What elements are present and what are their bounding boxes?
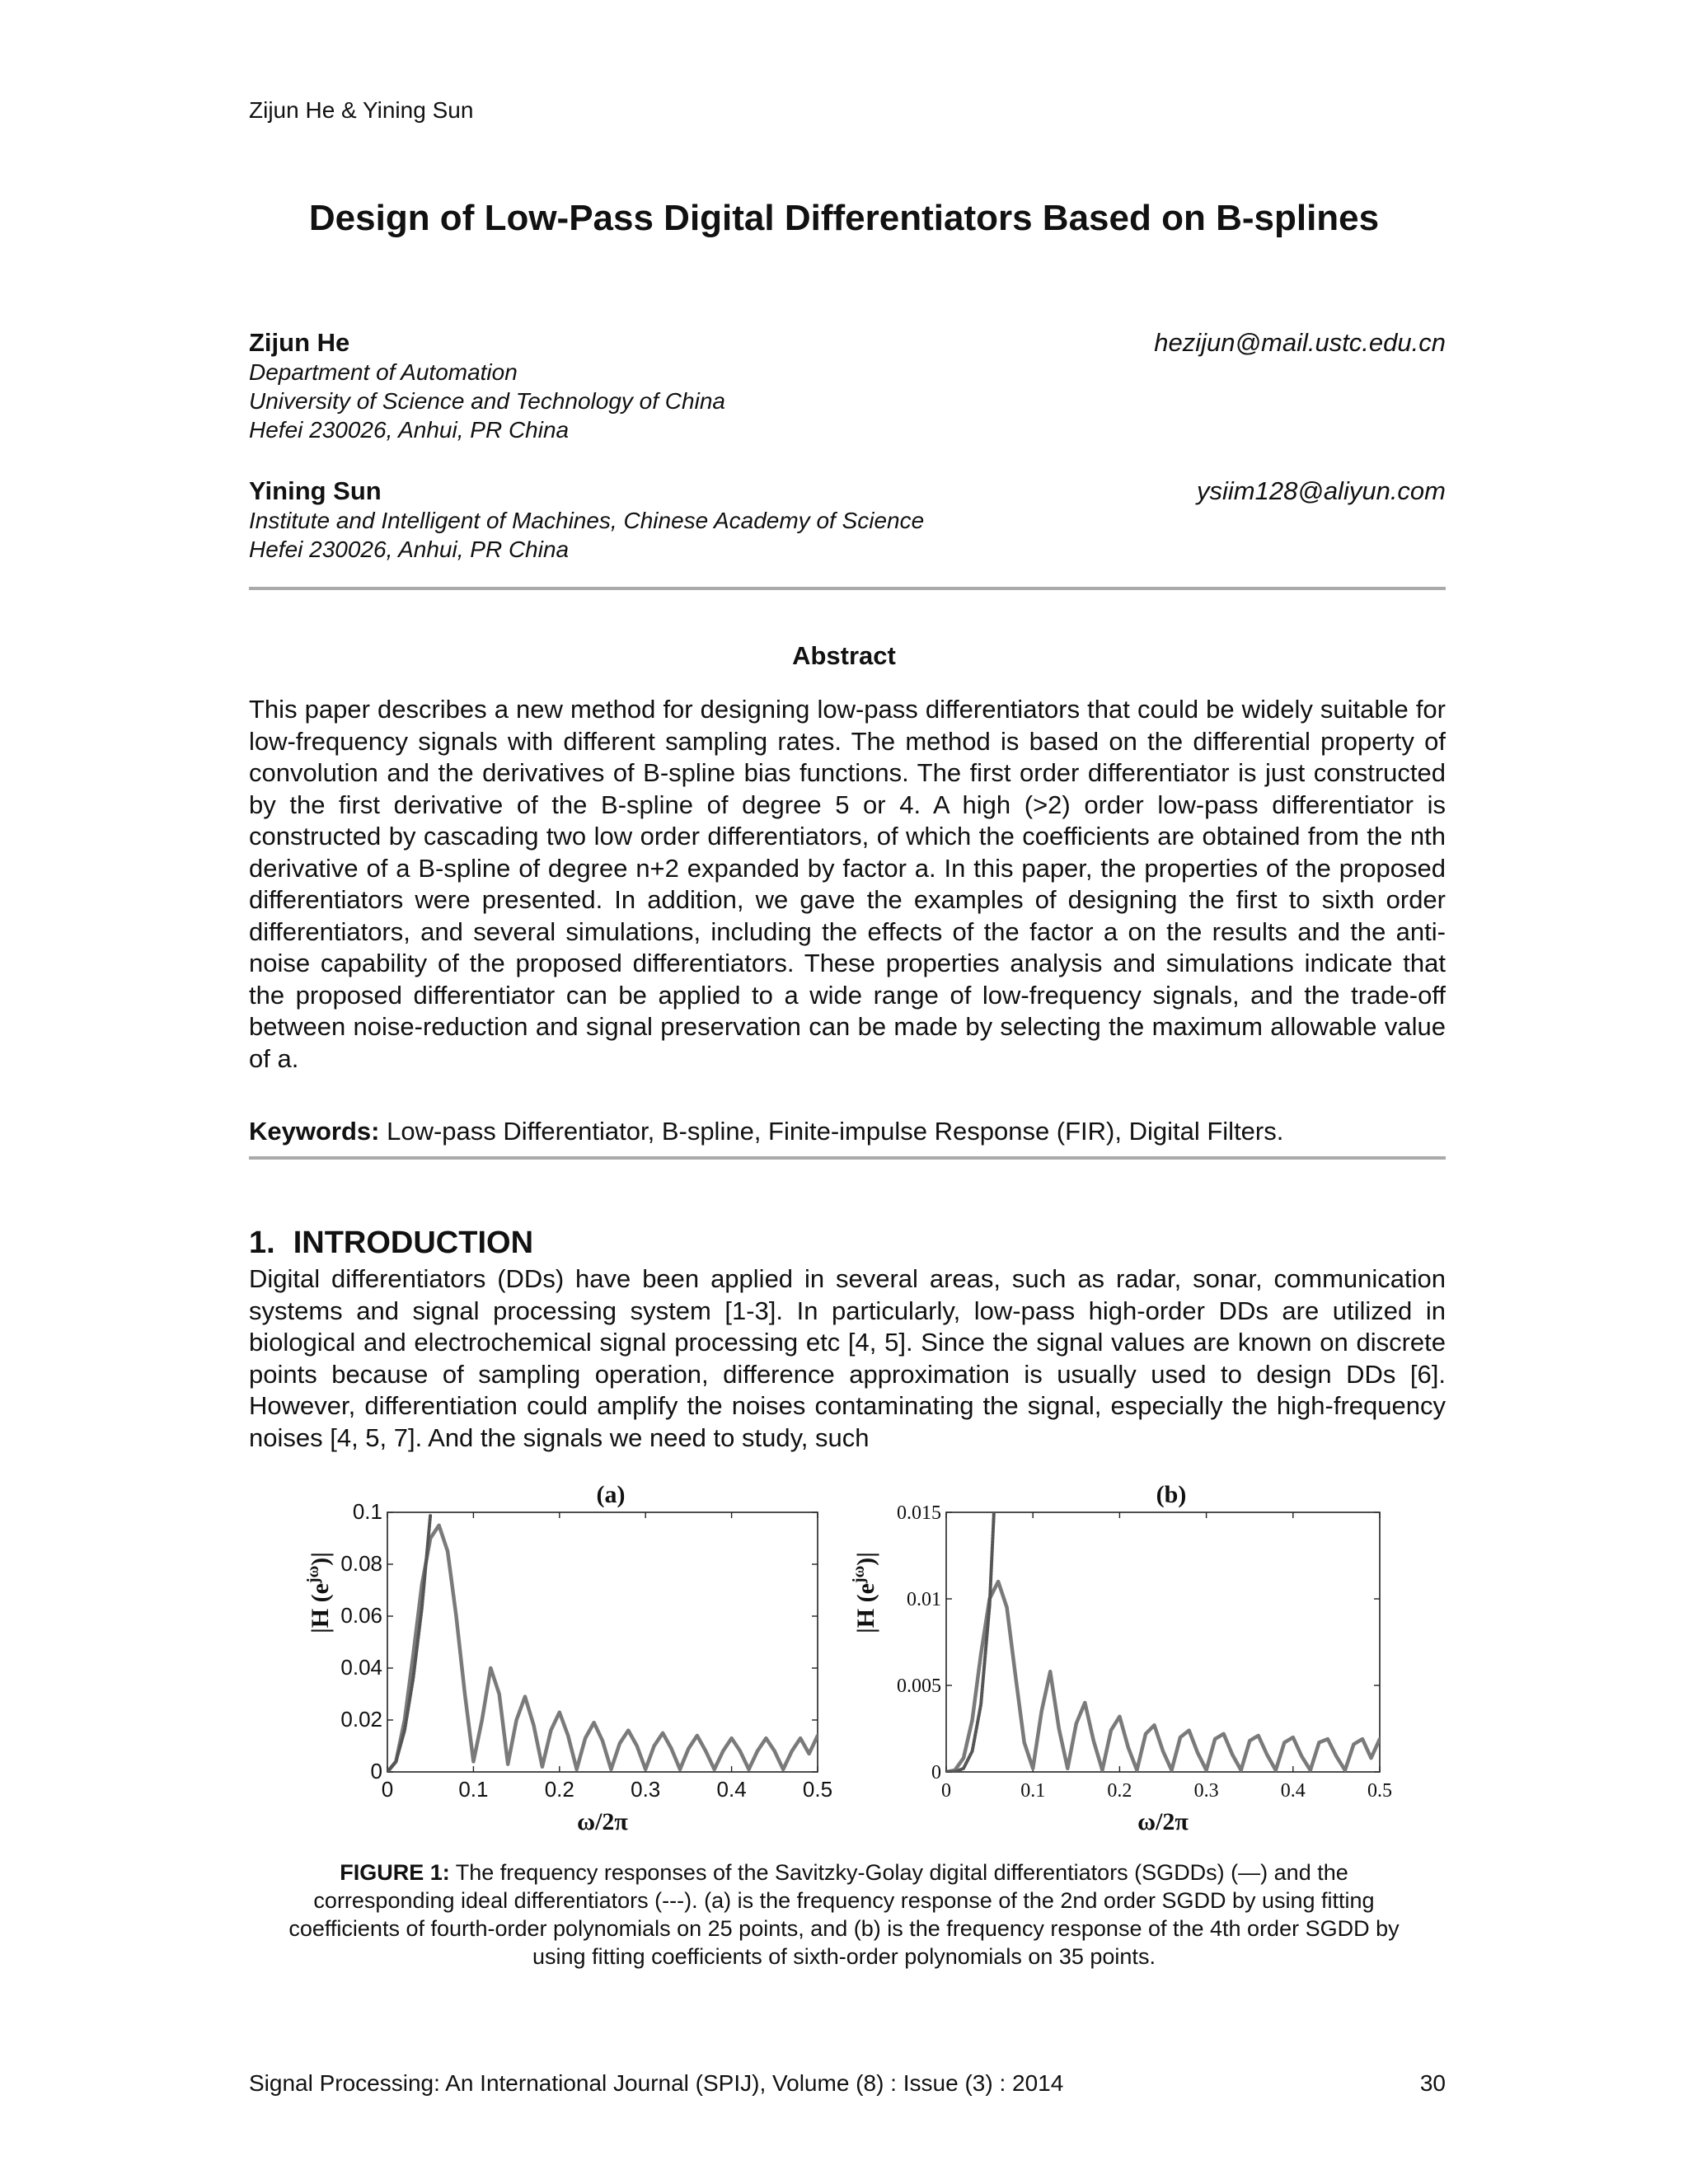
section-number: 1. — [249, 1226, 275, 1260]
chart-b-y-axis-label — [850, 1552, 879, 1633]
chart-a-x-tick-label: 0.1 — [458, 1777, 489, 1802]
chart-b-sgdd-response-line — [946, 1582, 1380, 1772]
author-affiliation-line: University of Science and Technology of China — [249, 388, 725, 414]
figure-1 — [0, 1475, 1688, 1838]
chart-a-y-axis-label-part: )| — [307, 1552, 334, 1566]
author-email[interactable]: ysiim128@aliyun.com — [1197, 476, 1446, 505]
chart-a — [304, 1481, 832, 1835]
chart-a-x-tick-label: 0.5 — [802, 1777, 833, 1802]
author-affiliation-line: Department of Automation — [249, 359, 518, 385]
chart-b-y-tick-label: 0.01 — [907, 1589, 941, 1610]
chart-a-y-axis-label-superscript: jω — [304, 1565, 322, 1584]
author-block-1 — [249, 328, 1446, 444]
keywords — [249, 1117, 1446, 1146]
figure-caption-label: FIGURE 1: — [340, 1860, 450, 1885]
chart-b-y-axis-label-part: |H (e — [852, 1583, 879, 1633]
divider-rule — [249, 587, 1446, 590]
chart-a-y-axis-label — [304, 1552, 334, 1633]
author-name: Yining Sun — [249, 476, 382, 505]
chart-a-sgdd-response-line — [387, 1526, 818, 1772]
chart-b-y-axis-label-part: )| — [852, 1552, 879, 1566]
chart-b-x-tick-label: 0.4 — [1280, 1780, 1306, 1802]
chart-a-axes-frame — [387, 1512, 818, 1772]
chart-b-x-tick-label: 0.2 — [1107, 1780, 1132, 1802]
figure-caption-text: The frequency responses of the Savitzky-Golay digital differentiators (SGDDs) (—) and the corresponding ideal differentiators (---). (a) is the frequency response of the 2nd order SGDD by using fitting coefficients of fourth-order polynomials on 25 points, and (b) is the frequency response of the 4th order SGDD by using fitting coefficients of sixth-order polynomials on 35 points. — [288, 1860, 1400, 1969]
keywords-text: Low-pass Differentiator, B-spline, Finite-impulse Response (FIR), Digital Filters. — [387, 1117, 1284, 1146]
footer-page-number: 30 — [1419, 2070, 1446, 2096]
figure-1-plots — [0, 1475, 1688, 1838]
chart-a-ideal-differentiator-line — [387, 1515, 430, 1772]
keywords-label: Keywords: — [249, 1117, 380, 1146]
author-affiliation-line: Institute and Intelligent of Machines, Chinese Academy of Science — [249, 508, 925, 533]
chart-a-x-tick-label: 0.2 — [544, 1777, 574, 1802]
author-affiliation-line: Hefei 230026, Anhui, PR China — [249, 417, 570, 443]
chart-a-y-tick-label: 0.08 — [340, 1551, 382, 1576]
chart-a-y-tick-label: 0.04 — [340, 1655, 382, 1680]
chart-a-y-tick-label: 0.02 — [340, 1707, 382, 1732]
footer-journal: Signal Processing: An International Journal (SPIJ), Volume (8) : Issue (3) : 2014 — [249, 2070, 1064, 2096]
section-heading — [249, 1226, 533, 1261]
chart-b-y-axis-label-superscript: jω — [850, 1565, 868, 1584]
chart-b-x-tick-label: 0.5 — [1367, 1780, 1392, 1802]
chart-b-y-tick-label: 0.005 — [897, 1675, 941, 1697]
running-header-author: Zijun He & Yining Sun — [249, 97, 474, 123]
paper-title: Design of Low-Pass Digital Differentiators Based on B-splines — [308, 198, 1380, 238]
chart-b — [850, 1481, 1392, 1835]
chart-a-x-axis-label: ω/2π — [577, 1808, 628, 1835]
chart-a-y-tick-label: 0.06 — [340, 1603, 382, 1628]
author-affiliation-line: Hefei 230026, Anhui, PR China — [249, 537, 570, 562]
divider-rule — [249, 1156, 1446, 1160]
figure-caption — [272, 1858, 1416, 1971]
chart-b-x-tick-label: 0.1 — [1020, 1780, 1046, 1802]
chart-a-title: (a) — [596, 1481, 626, 1508]
author-name: Zijun He — [249, 328, 350, 357]
chart-b-x-axis-label: ω/2π — [1137, 1808, 1189, 1835]
abstract-text: This paper describes a new method for designing low-pass differentiators that could be widely suitable for low-frequency signals with different sampling rates. The method is based on the differential property of convolution and the derivatives of B-spline bias functions. The first order differentiator is just constructed by the first derivative of the B-spline of degree 5 or 4. A high (>2) order low-pass differentiator is constructed by cascading two low order differentiators, of which the coefficients are obtained from the nth derivative of a B-spline of degree n+2 expanded by factor a. In this paper, the properties of the proposed differentiators were presented. In addition, we gave the examples of designing the first to sixth order differentiators, and several simulations, including the effects of the factor a on the results and the anti-noise capability of the proposed differentiators. These properties analysis and simulations indicate that the proposed differentiator can be applied to a wide range of low-frequency signals, and the trade-off between noise-reduction and signal preservation can be made by selecting the maximum allowable value of a. — [249, 695, 1446, 1073]
author-email[interactable]: hezijun@mail.ustc.edu.cn — [1154, 328, 1446, 357]
chart-a-y-tick-label: 0 — [370, 1759, 382, 1783]
section-title: INTRODUCTION — [293, 1226, 534, 1260]
chart-b-y-tick-label: 0.015 — [897, 1502, 941, 1524]
chart-b-x-tick-label: 0 — [941, 1780, 951, 1802]
section-text: Digital differentiators (DDs) have been applied in several areas, such as radar, sonar, communication systems and signal processing system [1-3]. In particularly, low-pass high-order DDs are utilized in biological and electrochemical signal processing etc [4, 5]. Since the signal values are known on discrete points because of sampling operation, difference approximation is usually used to design DDs [6]. However, differentiation could amplify the noises contaminating the signal, especially the high-frequency noises [4, 5, 7]. And the signals we need to study, such — [249, 1264, 1446, 1452]
chart-a-x-tick-label: 0 — [381, 1777, 394, 1802]
chart-a-y-tick-label: 0.1 — [352, 1499, 382, 1524]
chart-a-x-tick-label: 0.4 — [716, 1777, 747, 1802]
abstract-heading: Abstract — [792, 641, 896, 670]
chart-a-y-axis-label-part: |H (e — [307, 1583, 334, 1633]
chart-b-x-tick-label: 0.3 — [1193, 1780, 1219, 1802]
chart-b-y-tick-label: 0 — [931, 1762, 941, 1783]
chart-b-title: (b) — [1156, 1481, 1187, 1508]
chart-a-x-tick-label: 0.3 — [631, 1777, 661, 1802]
author-block-2 — [249, 476, 1446, 564]
